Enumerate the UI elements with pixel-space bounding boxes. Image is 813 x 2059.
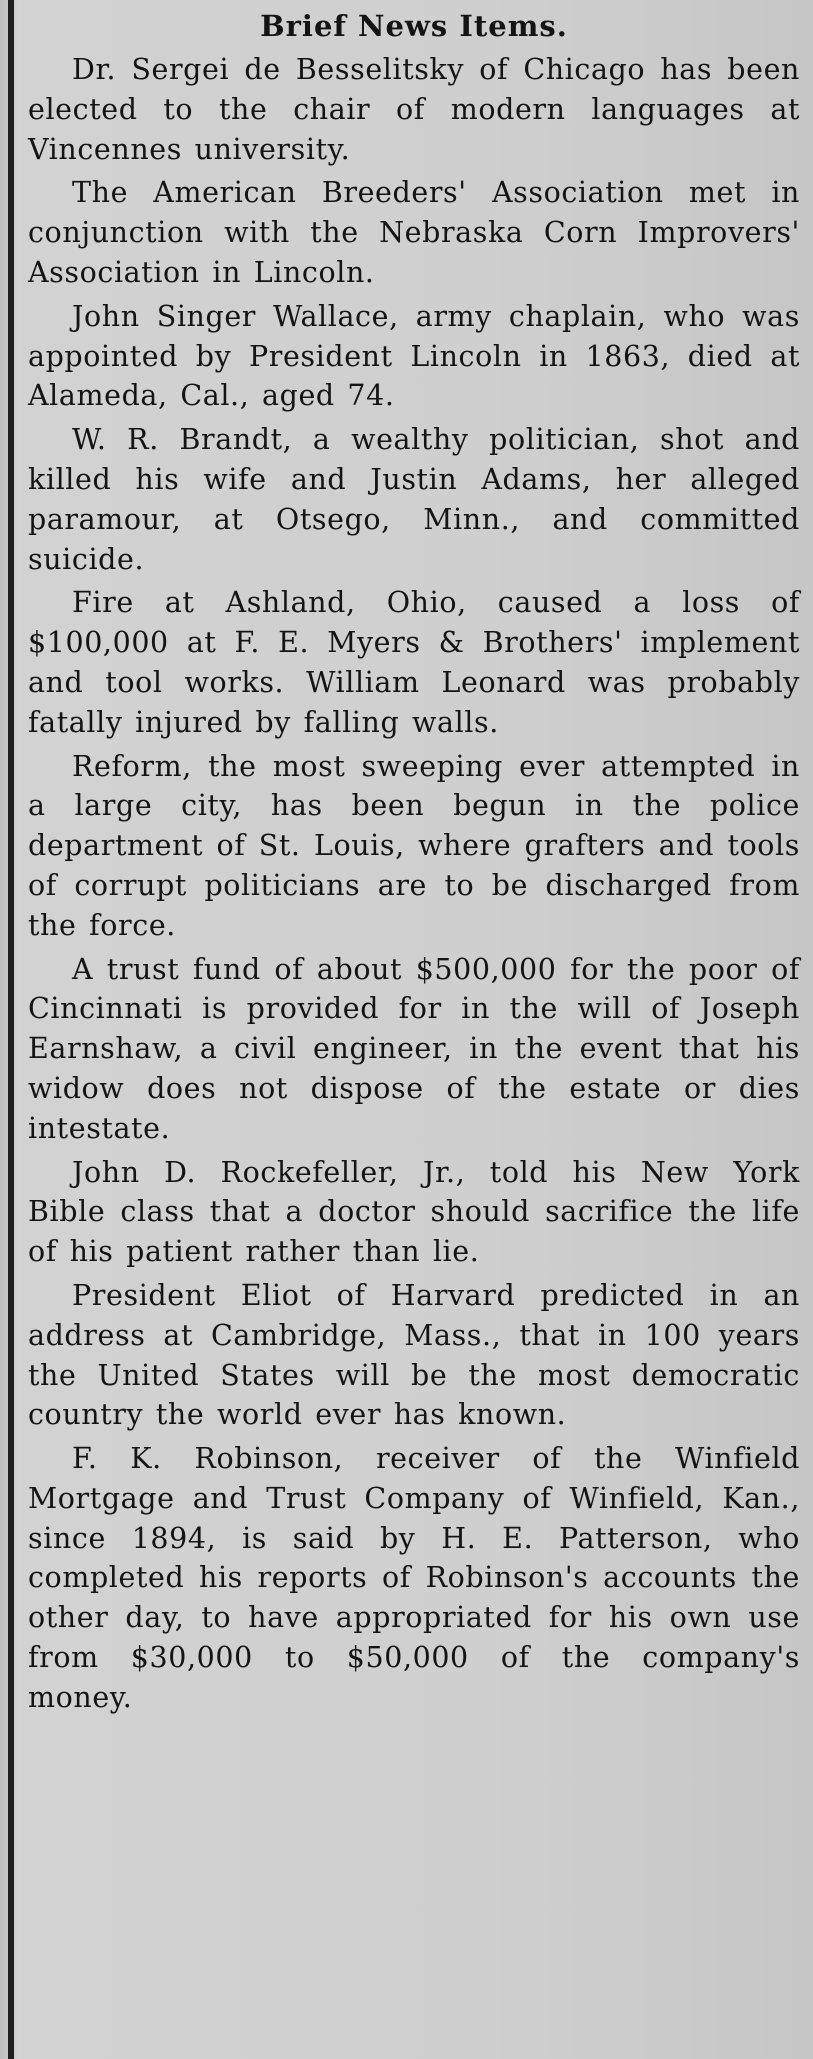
news-item: John Singer Wallace, army chaplain, who was appointed by President Lincoln in 1863, died at Alameda, Cal., aged 74.: [28, 299, 800, 413]
news-item: The American Breeders' Association met in conjunction with the Nebraska Corn Improvers' Association in Lincoln.: [28, 176, 800, 289]
news-item: A trust fund of about $500,000 for the poor of Cincinnati is provided for in the will of Joseph Earnshaw, a civil engineer, in the event that his widow does not dispose of the estate or dies intestate.: [28, 952, 800, 1145]
news-item: Dr. Sergei de Besselitsky of Chicago has been elected to the chair of modern languages at Vincennes university.: [28, 53, 800, 166]
news-item: John D. Rockefeller, Jr., told his New York Bible class that a doctor should sacrifice the life of his patient rather than lie.: [28, 1155, 800, 1269]
news-column: [28, 6, 800, 1722]
column-rule: [8, 0, 14, 2059]
headline: Brief News Items.: [260, 9, 568, 43]
news-item: Reform, the most sweeping ever attempted in a large city, has been begun in the police department of St. Louis, where grafters and tools of corrupt politicians are to be discharged from the force.: [28, 749, 800, 942]
news-item: Fire at Ashland, Ohio, caused a loss of $100,000 at F. E. Myers & Brothers' implement and tool works. William Leonard was probably fatally injured by falling walls.: [28, 586, 800, 739]
news-item: President Eliot of Harvard predicted in an address at Cambridge, Mass., that in 100 years the United States will be the most democratic country the world ever has known.: [28, 1278, 800, 1432]
news-item: F. K. Robinson, receiver of the Winfield Mortgage and Trust Company of Winfield, Kan., since 1894, is said by H. E. Patterson, who completed his reports of Robinson's accounts the other day, to have appropriated for his own use from $30,000 to $50,000 of the company's money.: [28, 1442, 800, 1714]
news-item: W. R. Brandt, a wealthy politician, shot and killed his wife and Justin Adams, her alleged paramour, at Otsego, Minn., and committed suicide.: [28, 423, 800, 576]
